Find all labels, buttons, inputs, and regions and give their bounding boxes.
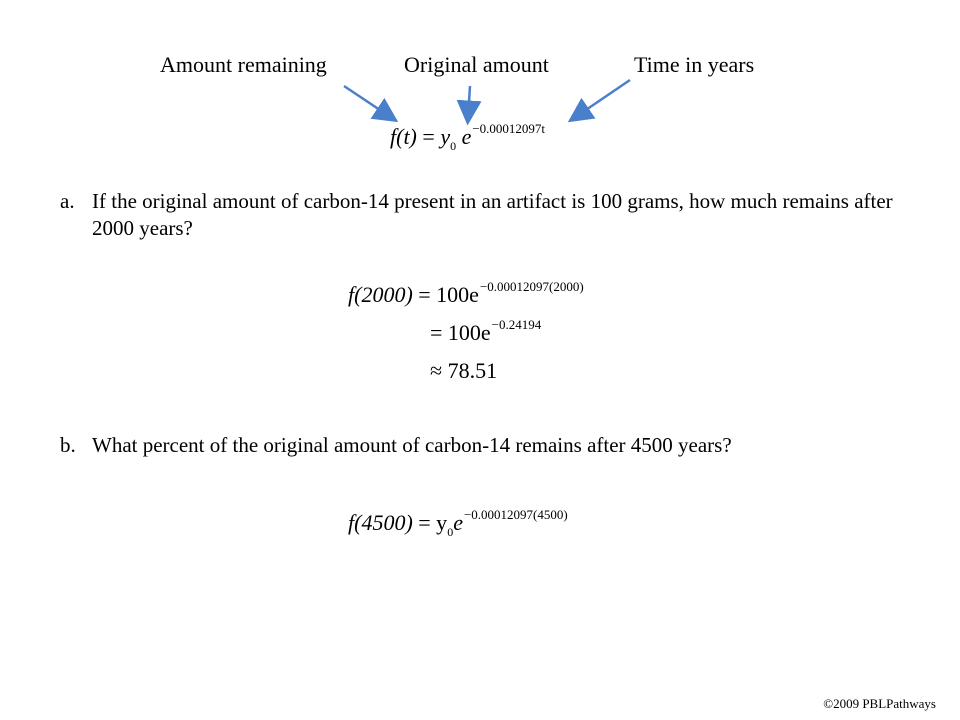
solution-b-e: e (453, 510, 463, 535)
question-b-text: What percent of the original amount of carbon-14 remains after 4500 years? (92, 433, 732, 457)
solution-a-line2 (430, 317, 542, 346)
formula-base-var: y (440, 124, 451, 149)
solution-b (348, 507, 568, 539)
decay-formula (390, 121, 546, 153)
formula-base-sub: 0 (450, 139, 457, 153)
formula-exponent: −0.00012097t (472, 121, 546, 136)
solution-a-line2-exp: −0.24194 (491, 317, 542, 332)
copyright-notice: ©2009 PBLPathways (823, 696, 936, 711)
solution-b-sub: 0 (447, 525, 454, 539)
solution-a-line1-exp: −0.00012097(2000) (479, 279, 584, 294)
solution-a-line2-rhs: = 100e (430, 320, 491, 345)
question-a-text: If the original amount of carbon-14 present in an artifact is 100 grams, how much remains after 2000 years? (92, 189, 893, 240)
solution-b-lhs: f(4500) (348, 510, 413, 535)
label-amount-remaining: Amount remaining (160, 52, 327, 77)
formula-equals: = (422, 124, 435, 149)
solution-b-exp: −0.00012097(4500) (463, 507, 568, 522)
solution-a-line3-rhs: ≈ 78.51 (430, 358, 498, 383)
solution-b-prefix: = y (418, 510, 448, 535)
solution-a-line1-rhs: = 100e (418, 282, 479, 307)
formula-exp-base: e (461, 124, 472, 149)
question-a (60, 188, 920, 244)
solution-a-line3 (430, 358, 497, 384)
label-time-in-years: Time in years (634, 52, 755, 77)
question-a-letter: a. (60, 189, 75, 213)
question-b-letter: b. (60, 433, 76, 457)
solution-a-line1 (348, 279, 584, 308)
arrow-amount-remaining (344, 86, 392, 118)
arrow-original-amount (468, 86, 470, 118)
question-b (60, 432, 920, 462)
label-original-amount: Original amount (404, 52, 549, 77)
solution-a-lhs: f(2000) (348, 282, 413, 307)
formula-lhs: f(t) (390, 124, 417, 149)
arrow-time-in-years (574, 80, 630, 118)
